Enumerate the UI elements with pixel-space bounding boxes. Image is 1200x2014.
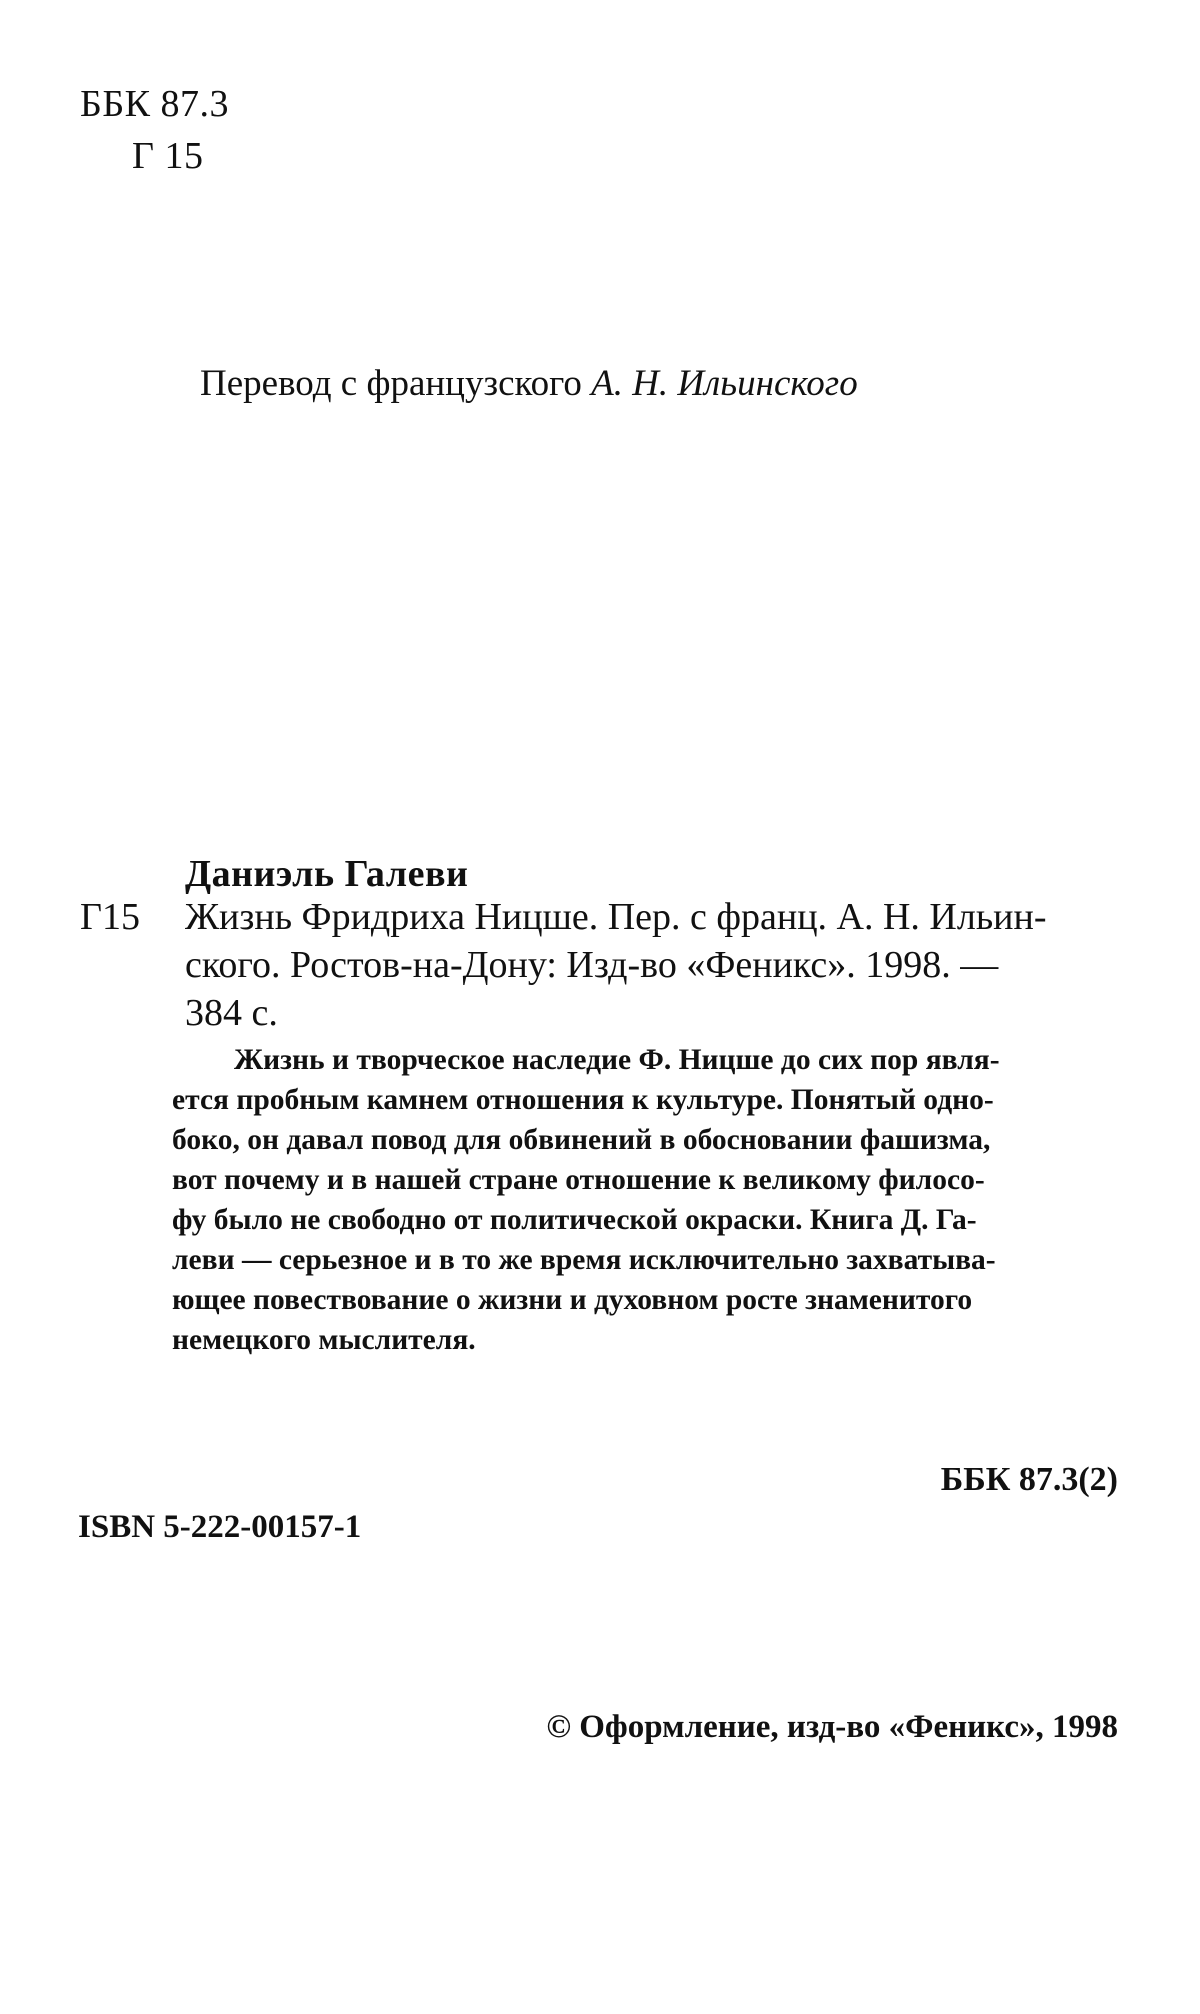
isbn: ISBN 5-222-00157-1 xyxy=(78,1509,362,1545)
catalog-line: Жизнь Фридриха Ницше. Пер. с франц. А. Н. Ильин- xyxy=(185,896,1047,938)
translator-name: А. Н. Ильинского xyxy=(591,363,858,404)
bbk-code: ББК 87.3 xyxy=(80,83,229,125)
copyright-notice: © Оформление, изд-во «Феникс», 1998 xyxy=(546,1709,1118,1745)
translation-prefix: Перевод с французского xyxy=(200,363,592,404)
catalog-line: ского. Ростов-на-Дону: Изд-во «Феникс». 1998. — xyxy=(185,944,999,986)
translation-credit xyxy=(200,360,858,408)
author-mark: Г 15 xyxy=(132,135,204,177)
bbk-full-code: ББК 87.3(2) xyxy=(940,1461,1118,1498)
annotation-line: боко, он давал повод для обвинений в обосновании фашизма, xyxy=(172,1124,991,1156)
annotation-line: фу было не свободно от политической окраски. Книга Д. Га- xyxy=(172,1204,977,1236)
catalog-entry xyxy=(185,893,1115,1037)
annotation-line: леви — серьезное и в то же время исключительно захватыва- xyxy=(172,1244,996,1276)
annotation xyxy=(172,1040,1122,1360)
annotation-line: Жизнь и творческое наследие Ф. Ницше до сих пор явля- xyxy=(234,1044,1000,1076)
catalog-author: Даниэль Галеви xyxy=(185,853,469,895)
annotation-line: ется пробным камнем отношения к культуре. Понятый одно- xyxy=(172,1084,994,1116)
catalog-code: Г15 xyxy=(80,896,140,938)
bbk-block xyxy=(80,78,229,182)
catalog-line: 384 с. xyxy=(185,992,278,1034)
annotation-line: немецкого мыслителя. xyxy=(172,1324,476,1356)
annotation-line: вот почему и в нашей стране отношение к великому филосо- xyxy=(172,1164,985,1196)
annotation-line: ющее повествование о жизни и духовном росте знаменитого xyxy=(172,1284,973,1316)
